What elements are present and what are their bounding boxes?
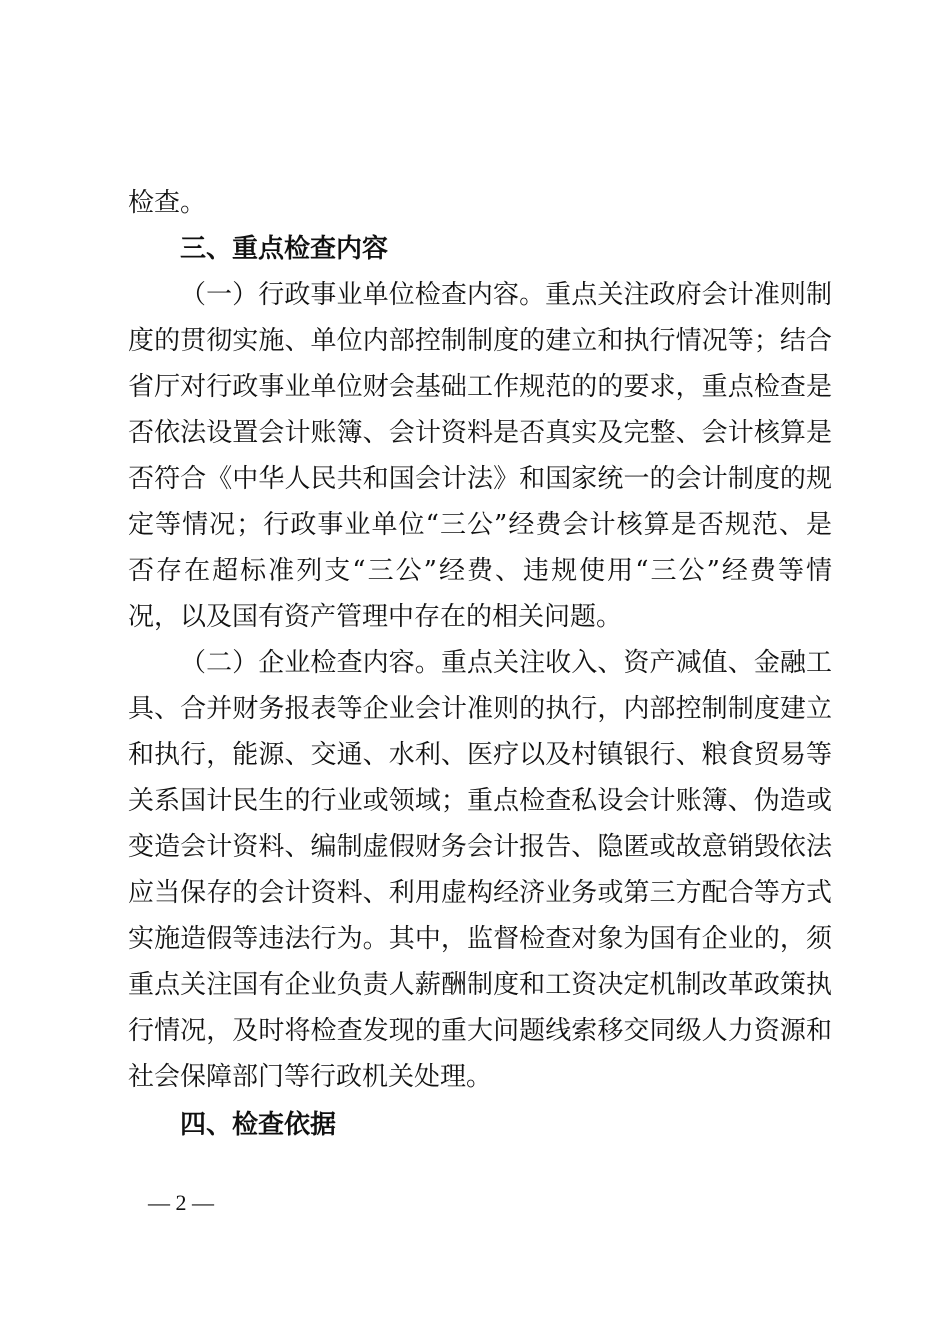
para1-line-6: 定等情况；行政事业单位“三公”经费会计核算是否规范、是	[128, 510, 832, 540]
para2-line-10: 社会保障部门等行政机关处理。	[128, 1062, 493, 1092]
para2-line-2: 具、合并财务报表等企业会计准则的执行，内部控制制度建立	[128, 694, 832, 724]
para2-line-9: 行情况，及时将检查发现的重大问题线索移交同级人力资源和	[128, 1016, 832, 1046]
para1-line-8: 况，以及国有资产管理中存在的相关问题。	[128, 602, 623, 632]
para2-line-3: 和执行，能源、交通、水利、医疗以及村镇银行、粮食贸易等	[128, 740, 832, 770]
para2-line-1: （二）企业检查内容。重点关注收入、资产减值、金融工	[180, 648, 832, 678]
para1-line-1: （一）行政事业单位检查内容。重点关注政府会计准则制	[180, 280, 832, 310]
para1-line-5: 否符合《中华人民共和国会计法》和国家统一的会计制度的规	[128, 464, 832, 494]
para2-line-7: 实施造假等违法行为。其中，监督检查对象为国有企业的，须	[128, 924, 832, 954]
section-heading-key-content: 三、重点检查内容	[180, 234, 389, 264]
para2-line-8: 重点关注国有企业负责人薪酬制度和工资决定机制改革政策执	[128, 970, 832, 1000]
para1-line-3: 省厅对行政事业单位财会基础工作规范的的要求，重点检查是	[128, 372, 832, 402]
lead-line: 检查。	[128, 188, 207, 218]
section-heading-basis: 四、检查依据	[180, 1110, 337, 1140]
para1-line-4: 否依法设置会计账簿、会计资料是否真实及完整、会计核算是	[128, 418, 832, 448]
para2-line-6: 应当保存的会计资料、利用虚构经济业务或第三方配合等方式	[128, 878, 832, 908]
page-number: — 2 —	[148, 1190, 214, 1215]
para1-line-2: 度的贯彻实施、单位内部控制制度的建立和执行情况等；结合	[128, 326, 832, 356]
para2-line-4: 关系国计民生的行业或领域；重点检查私设会计账簿、伪造或	[128, 786, 832, 816]
para1-line-7: 否存在超标准列支“三公”经费、违规使用“三公”经费等情	[128, 556, 832, 586]
para2-line-5: 变造会计资料、编制虚假财务会计报告、隐匿或故意销毁依法	[128, 832, 832, 862]
